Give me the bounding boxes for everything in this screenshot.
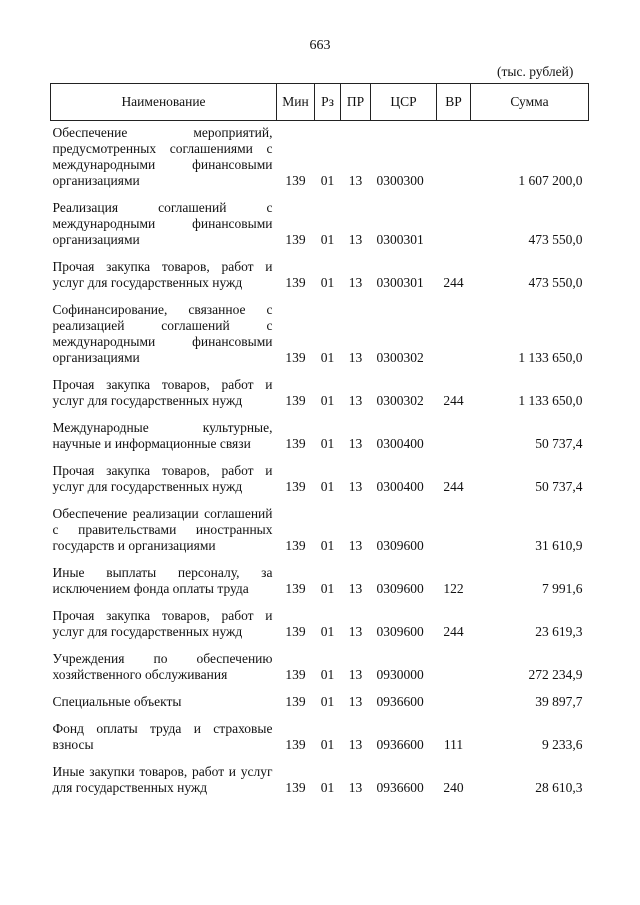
row-vr-cell: 244 xyxy=(443,275,464,290)
row-rz-cell: 01 xyxy=(320,624,335,639)
header-vr: ВР xyxy=(437,84,471,121)
row-pr-cell: 13 xyxy=(348,232,363,247)
row-min-cell: 139 xyxy=(285,232,306,247)
row-name-cell: Прочая закупка товаров, работ и услуг для государственных нужд xyxy=(52,463,273,494)
row-rz-cell: 01 xyxy=(320,694,335,709)
row-rz-cell: 01 xyxy=(320,737,335,752)
row-csr-cell: 0300301 xyxy=(376,275,424,290)
row-csr-cell: 0309600 xyxy=(376,538,424,553)
row-min-cell: 139 xyxy=(285,275,306,290)
row-pr-cell: 13 xyxy=(348,275,363,290)
row-vr-cell xyxy=(437,121,471,193)
row-name-cell: Обеспечение мероприятий, предусмотренных соглашениями с международными финансовыми организациями xyxy=(52,125,273,188)
row-sum-cell: 9 233,6 xyxy=(542,737,583,752)
table-row xyxy=(51,756,589,799)
budget-table xyxy=(50,83,589,799)
header-min: Мин xyxy=(277,84,315,121)
header-rz: Рз xyxy=(315,84,341,121)
row-sum-cell: 1 133 650,0 xyxy=(518,393,583,408)
row-csr-cell: 0300302 xyxy=(376,350,424,365)
row-min-cell: 139 xyxy=(285,694,306,709)
row-sum-cell: 473 550,0 xyxy=(528,232,583,247)
row-name-cell: Международные культурные, научные и информационные связи xyxy=(52,420,273,451)
header-sum: Сумма xyxy=(471,84,589,121)
row-name-cell: Прочая закупка товаров, работ и услуг для государственных нужд xyxy=(52,608,273,639)
table-header xyxy=(51,84,589,121)
table-row xyxy=(51,121,589,193)
row-name-cell: Иные закупки товаров, работ и услуг для государственных нужд xyxy=(52,764,273,795)
row-sum-cell: 28 610,3 xyxy=(535,780,583,795)
table-row xyxy=(51,192,589,251)
row-sum-cell: 39 897,7 xyxy=(535,694,583,709)
table-row xyxy=(51,412,589,455)
row-csr-cell: 0300400 xyxy=(376,479,424,494)
row-vr-cell: 244 xyxy=(443,624,464,639)
row-name-cell: Учреждения по обеспечению хозяйственного обслуживания xyxy=(52,651,273,682)
row-name-cell: Реализация соглашений с международными финансовыми организациями xyxy=(52,200,273,247)
row-sum-cell: 1 133 650,0 xyxy=(518,350,583,365)
table-row xyxy=(51,643,589,686)
row-min-cell: 139 xyxy=(285,479,306,494)
row-rz-cell: 01 xyxy=(320,393,335,408)
header-name: Наименование xyxy=(51,84,277,121)
row-min-cell: 139 xyxy=(285,350,306,365)
row-min-cell: 139 xyxy=(285,581,306,596)
row-min-cell: 139 xyxy=(285,538,306,553)
row-csr-cell: 0300302 xyxy=(376,393,424,408)
row-rz-cell: 01 xyxy=(320,173,335,188)
row-vr-cell xyxy=(437,498,471,557)
row-min-cell: 139 xyxy=(285,780,306,795)
row-name-cell: Иные выплаты персоналу, за исключением фонда оплаты труда xyxy=(52,565,273,596)
row-csr-cell: 0309600 xyxy=(376,624,424,639)
row-pr-cell: 13 xyxy=(348,694,363,709)
row-csr-cell: 0930000 xyxy=(376,667,424,682)
header-pr: ПР xyxy=(341,84,371,121)
row-min-cell: 139 xyxy=(285,667,306,682)
header-csr: ЦСР xyxy=(371,84,437,121)
row-pr-cell: 13 xyxy=(348,479,363,494)
units-label: (тыс. рублей) xyxy=(497,64,574,79)
row-pr-cell: 13 xyxy=(348,667,363,682)
row-vr-cell: 111 xyxy=(443,737,464,752)
row-rz-cell: 01 xyxy=(320,350,335,365)
row-csr-cell: 0300400 xyxy=(376,436,424,451)
row-name-cell: Софинансирование, связанное с реализацией соглашений с международными финансовыми организациями xyxy=(52,302,273,365)
row-sum-cell: 1 607 200,0 xyxy=(518,173,583,188)
row-pr-cell: 13 xyxy=(348,436,363,451)
row-pr-cell: 13 xyxy=(348,538,363,553)
row-csr-cell: 0300301 xyxy=(376,232,424,247)
row-pr-cell: 13 xyxy=(348,624,363,639)
row-min-cell: 139 xyxy=(285,173,306,188)
row-name-cell: Прочая закупка товаров, работ и услуг для государственных нужд xyxy=(52,377,273,408)
table-row xyxy=(51,251,589,294)
page-number: 663 xyxy=(309,38,331,53)
row-vr-cell xyxy=(437,643,471,686)
row-pr-cell: 13 xyxy=(348,780,363,795)
row-sum-cell: 7 991,6 xyxy=(542,581,583,596)
row-sum-cell: 50 737,4 xyxy=(535,479,583,494)
row-pr-cell: 13 xyxy=(348,393,363,408)
row-csr-cell: 0936600 xyxy=(376,737,424,752)
row-pr-cell: 13 xyxy=(348,350,363,365)
table-row xyxy=(51,294,589,369)
row-rz-cell: 01 xyxy=(320,581,335,596)
row-sum-cell: 23 619,3 xyxy=(535,624,583,639)
table-row xyxy=(51,369,589,412)
table-body xyxy=(51,121,589,800)
row-rz-cell: 01 xyxy=(320,275,335,290)
table-row xyxy=(51,557,589,600)
row-name-cell: Фонд оплаты труда и страховые взносы xyxy=(52,721,273,752)
row-vr-cell: 244 xyxy=(443,479,464,494)
row-sum-cell: 50 737,4 xyxy=(535,436,583,451)
row-sum-cell: 473 550,0 xyxy=(528,275,583,290)
row-vr-cell xyxy=(437,686,471,713)
row-vr-cell: 122 xyxy=(443,581,464,596)
row-pr-cell: 13 xyxy=(348,173,363,188)
row-name-cell: Специальные объекты xyxy=(52,694,182,709)
row-csr-cell: 0300300 xyxy=(376,173,424,188)
table-row xyxy=(51,455,589,498)
row-csr-cell: 0309600 xyxy=(376,581,424,596)
row-min-cell: 139 xyxy=(285,436,306,451)
row-vr-cell: 240 xyxy=(443,780,464,795)
row-csr-cell: 0936600 xyxy=(376,780,424,795)
row-rz-cell: 01 xyxy=(320,436,335,451)
row-pr-cell: 13 xyxy=(348,581,363,596)
row-rz-cell: 01 xyxy=(320,538,335,553)
row-min-cell: 139 xyxy=(285,737,306,752)
row-vr-cell xyxy=(437,192,471,251)
table-row xyxy=(51,713,589,756)
row-name-cell: Обеспечение реализации соглашений с правительствами иностранных государств и организациями xyxy=(52,506,273,553)
row-min-cell: 139 xyxy=(285,393,306,408)
row-sum-cell: 31 610,9 xyxy=(535,538,583,553)
row-rz-cell: 01 xyxy=(320,232,335,247)
row-pr-cell: 13 xyxy=(348,737,363,752)
row-rz-cell: 01 xyxy=(320,479,335,494)
table-row xyxy=(51,498,589,557)
row-name-cell: Прочая закупка товаров, работ и услуг для государственных нужд xyxy=(52,259,273,290)
row-rz-cell: 01 xyxy=(320,780,335,795)
table-row xyxy=(51,686,589,713)
row-vr-cell: 244 xyxy=(443,393,464,408)
row-vr-cell xyxy=(437,412,471,455)
row-vr-cell xyxy=(437,294,471,369)
row-csr-cell: 0936600 xyxy=(376,694,424,709)
table-row xyxy=(51,600,589,643)
row-min-cell: 139 xyxy=(285,624,306,639)
row-sum-cell: 272 234,9 xyxy=(528,667,583,682)
row-rz-cell: 01 xyxy=(320,667,335,682)
